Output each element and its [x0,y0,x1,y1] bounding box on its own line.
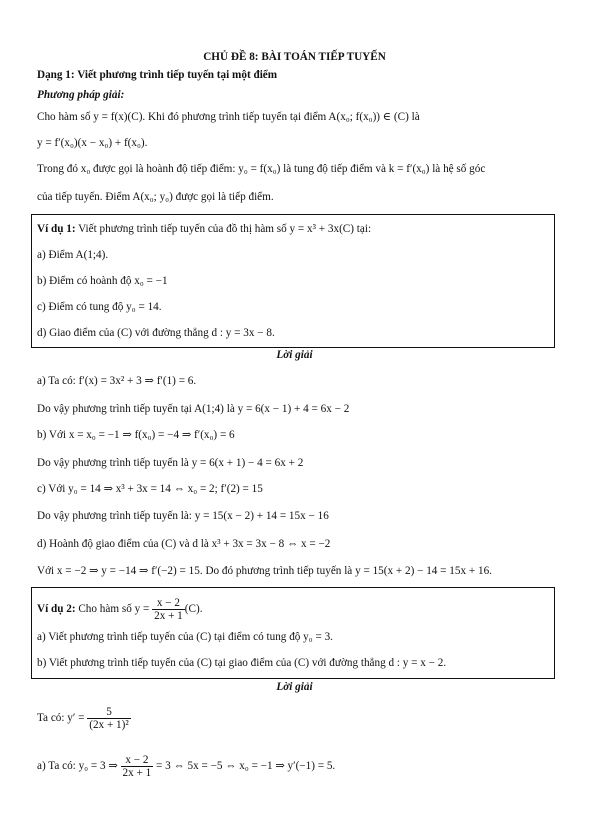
solution-1-label: Lời giải [276,349,313,361]
fraction-denominator: (2x + 1)² [89,719,129,731]
solution-1-line: Do vậy phương trình tiếp tuyến là y = 6(x + 1) − 4 = 6x + 2 [37,457,304,469]
method-line-1: Cho hàm số y = f(x)(C). Khi đó phương trình tiếp tuyến tại điểm A(x₀; f(x₀)) ∈ (C) là [37,111,420,123]
solution-1-line: Do vậy phương trình tiếp tuyến tại A(1;4) là y = 6(x − 1) + 4 = 6x − 2 [37,403,350,415]
example-2-suffix: (C). [184,603,203,616]
example-1-item-b: b) Điểm có hoành độ x₀ = −1 [37,275,168,287]
example-2-fraction [152,597,185,622]
example-2-text: Cho hàm số y = [75,603,150,616]
example-1-label: Ví dụ 1: [37,223,76,235]
fraction-denominator: 2x + 1 [154,610,183,622]
solution-1-line: Do vậy phương trình tiếp tuyến là: y = 15(x − 2) + 14 = 15x − 16 [37,510,329,522]
example-2-statement [37,597,203,622]
example-2-item-b: b) Viết phương trình tiếp tuyến của (C) tại giao điểm của (C) với đường thẳng d : y = x − 2. [37,657,447,669]
method-heading: Phương pháp giải: [37,89,125,101]
part-a-fraction [121,754,154,779]
method-formula: y = f′(x₀)(x − x₀) + f(x₀). [37,137,148,149]
example-1-item-a: a) Điểm A(1;4). [37,249,109,261]
example-1-text: Viết phương trình tiếp tuyến của đồ thị hàm số y = x³ + 3x(C) tại: [75,223,372,235]
solution-1-line: c) Với y₀ = 14 ⇒ x³ + 3x = 14 ⇔ x₀ = 2; f′(2) = 15 [37,483,263,495]
solution-1-line: b) Với x = x₀ = −1 ⇒ f(x₀) = −4 ⇒ f′(x₀) = 6 [37,429,235,441]
example-1-item-c: c) Điểm có tung độ y₀ = 14. [37,301,162,313]
fraction-numerator: 5 [87,706,131,719]
derivative-prefix: Ta có: y′ = [37,712,85,725]
example-2-item-a: a) Viết phương trình tiếp tuyến của (C) tại điểm có tung độ y₀ = 3. [37,631,333,643]
solution-2-derivative [37,706,131,731]
page-title: CHỦ ĐỀ 8: BÀI TOÁN TIẾP TUYẾN [203,51,386,63]
section-heading: Dạng 1: Viết phương trình tiếp tuyến tại một điểm [37,69,278,81]
example-1-statement [37,222,371,236]
fraction-denominator: 2x + 1 [122,767,152,779]
solution-1-line: Với x = −2 ⇒ y = −14 ⇒ f′(−2) = 15. Do đó phương trình tiếp tuyến là y = 15(x + 2) − 14 = 15x + 16. [37,565,492,577]
derivative-fraction [87,706,131,731]
solution-2-label: Lời giải [276,681,313,693]
solution-2-part-a [37,754,335,779]
part-a-prefix: a) Ta có: y₀ = 3 ⇒ [37,760,118,773]
fraction-numerator: x − 2 [152,597,185,610]
method-line-3: Trong đó x₀ được gọi là hoành độ tiếp điểm: y₀ = f(x₀) là tung độ tiếp điểm và k = f′(x₀) là hệ số góc [37,163,486,175]
method-line-4: của tiếp tuyến. Điểm A(x₀; y₀) được gọi là tiếp điểm. [37,191,274,203]
example-1-item-d: d) Giao điểm của (C) với đường thẳng d : y = 3x − 8. [37,327,275,339]
solution-1-line: a) Ta có: f′(x) = 3x² + 3 ⇒ f′(1) = 6. [37,375,197,387]
fraction-numerator: x − 2 [121,754,154,767]
example-2-label: Ví dụ 2: [37,603,76,616]
part-a-suffix: = 3 ⇔ 5x = −5 ⇔ x₀ = −1 ⇒ y′(−1) = 5. [156,760,336,773]
solution-1-line: d) Hoành độ giao điểm của (C) và d là x³ + 3x = 3x − 8 ⇔ x = −2 [37,538,331,550]
